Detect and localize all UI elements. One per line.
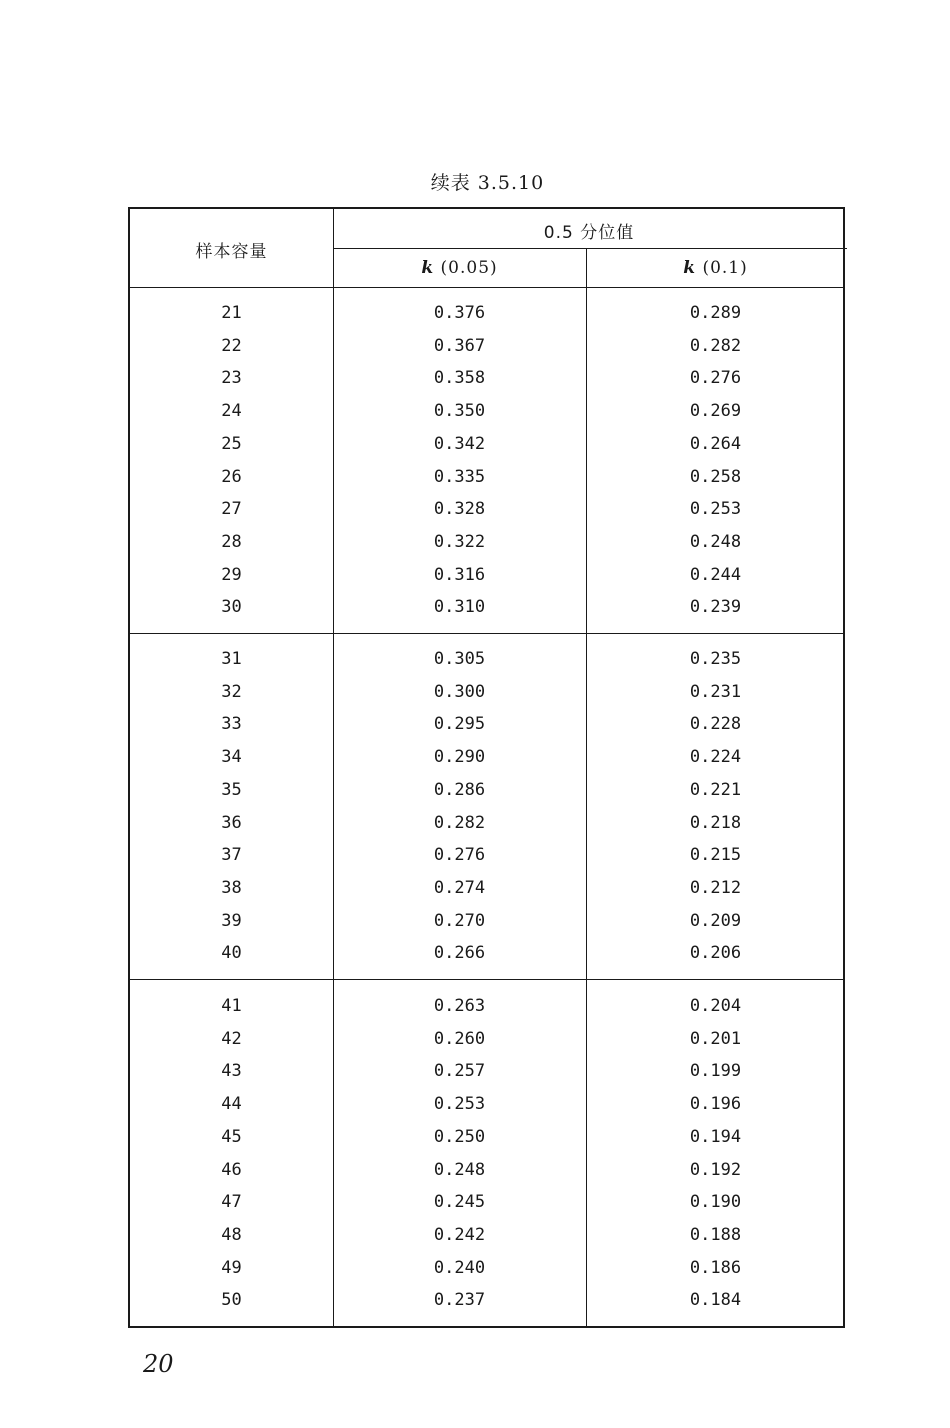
cell-sample-size: 37 <box>221 845 242 866</box>
cell-k-005: 0.290 <box>433 747 486 768</box>
cell-k-01: 0.269 <box>689 401 742 422</box>
cell-k-005: 0.237 <box>433 1290 486 1311</box>
table-row <box>130 428 847 461</box>
cell-k-005: 0.286 <box>433 779 486 800</box>
cell-k-01: 0.192 <box>689 1159 742 1180</box>
cell-k-005: 0.270 <box>433 910 486 931</box>
cell-sample-size: 45 <box>221 1126 242 1147</box>
cell-k-01: 0.221 <box>689 779 742 800</box>
cell-sample-size: 27 <box>221 499 242 520</box>
cell-k-01: 0.188 <box>689 1224 742 1245</box>
cell-sample-size: 24 <box>221 401 242 422</box>
cell-k-01: 0.212 <box>689 877 742 898</box>
cell-sample-size: 46 <box>221 1159 242 1180</box>
header-quantile: 0.5 分位值 <box>543 223 635 243</box>
cell-sample-size: 41 <box>221 996 242 1016</box>
cell-sample-size: 31 <box>221 649 242 669</box>
table-row <box>130 493 847 526</box>
data-table <box>128 207 845 1328</box>
cell-sample-size: 47 <box>221 1192 242 1213</box>
cell-k-01: 0.201 <box>689 1028 742 1049</box>
cell-k-01: 0.204 <box>689 996 742 1016</box>
cell-k-01: 0.224 <box>689 747 742 768</box>
cell-sample-size: 50 <box>221 1290 242 1311</box>
table-row <box>130 395 847 428</box>
header-k-005-param: (0.05) <box>440 258 498 278</box>
cell-k-005: 0.248 <box>433 1159 486 1180</box>
cell-k-005: 0.266 <box>433 943 486 964</box>
cell-k-01: 0.231 <box>689 681 742 702</box>
cell-k-01: 0.218 <box>689 812 742 833</box>
table-row <box>130 330 847 363</box>
table-row <box>130 807 847 840</box>
table-row <box>130 1055 847 1088</box>
cell-k-01: 0.209 <box>689 910 742 931</box>
cell-k-005: 0.350 <box>433 401 486 422</box>
cell-k-005: 0.260 <box>433 1028 486 1049</box>
cell-k-01: 0.235 <box>689 649 742 669</box>
cell-k-005: 0.274 <box>433 877 486 898</box>
cell-sample-size: 28 <box>221 531 242 552</box>
table-row <box>130 839 847 872</box>
cell-k-01: 0.258 <box>689 466 742 487</box>
cell-k-01: 0.199 <box>689 1061 742 1082</box>
table-row <box>130 1023 847 1056</box>
table-row <box>130 591 847 624</box>
table-row <box>130 559 847 592</box>
cell-sample-size: 35 <box>221 779 242 800</box>
cell-k-01: 0.190 <box>689 1192 742 1213</box>
cell-k-005: 0.342 <box>433 433 486 454</box>
cell-sample-size: 34 <box>221 747 242 768</box>
cell-sample-size: 29 <box>221 564 242 585</box>
cell-sample-size: 38 <box>221 877 242 898</box>
cell-sample-size: 40 <box>221 943 242 964</box>
table-row <box>130 526 847 559</box>
cell-k-01: 0.282 <box>689 335 742 356</box>
table-row <box>130 990 847 1023</box>
cell-k-005: 0.305 <box>433 649 486 669</box>
group-divider <box>130 979 845 980</box>
table-row <box>130 872 847 905</box>
cell-k-01: 0.228 <box>689 714 742 735</box>
cell-k-005: 0.376 <box>433 303 486 323</box>
cell-sample-size: 42 <box>221 1028 242 1049</box>
cell-sample-size: 23 <box>221 368 242 389</box>
header-bottom-line <box>130 287 845 288</box>
k-symbol: k <box>421 258 435 278</box>
cell-sample-size: 30 <box>221 597 242 618</box>
cell-sample-size: 26 <box>221 466 242 487</box>
table-row <box>130 937 847 970</box>
table-row <box>130 1154 847 1187</box>
table-row <box>130 461 847 494</box>
cell-k-005: 0.322 <box>433 531 486 552</box>
cell-k-01: 0.215 <box>689 845 742 866</box>
table-row <box>130 1088 847 1121</box>
table-row <box>130 676 847 709</box>
cell-k-005: 0.257 <box>433 1061 486 1082</box>
table-row <box>130 297 847 330</box>
table-row <box>130 643 847 676</box>
page-number: 20 <box>143 1350 174 1378</box>
cell-k-005: 0.300 <box>433 681 486 702</box>
cell-k-005: 0.242 <box>433 1224 486 1245</box>
cell-k-005: 0.335 <box>433 466 486 487</box>
cell-sample-size: 32 <box>221 681 242 702</box>
header-k-01-param: (0.1) <box>702 258 748 278</box>
group-divider <box>130 633 845 634</box>
cell-k-005: 0.358 <box>433 368 486 389</box>
cell-sample-size: 22 <box>221 335 242 356</box>
cell-k-005: 0.295 <box>433 714 486 735</box>
cell-k-005: 0.310 <box>433 597 486 618</box>
cell-k-005: 0.282 <box>433 812 486 833</box>
cell-k-01: 0.253 <box>689 499 742 520</box>
cell-k-01: 0.186 <box>689 1257 742 1278</box>
cell-k-01: 0.289 <box>689 303 742 323</box>
table-row <box>130 362 847 395</box>
header-k-01 <box>586 258 845 278</box>
cell-k-005: 0.250 <box>433 1126 486 1147</box>
cell-sample-size: 49 <box>221 1257 242 1278</box>
table-caption: 续表 3.5.10 <box>430 172 545 194</box>
cell-k-01: 0.194 <box>689 1126 742 1147</box>
cell-k-01: 0.184 <box>689 1290 742 1311</box>
cell-k-01: 0.239 <box>689 597 742 618</box>
cell-sample-size: 44 <box>221 1094 242 1115</box>
cell-sample-size: 43 <box>221 1061 242 1082</box>
table-row <box>130 1219 847 1252</box>
cell-k-01: 0.244 <box>689 564 742 585</box>
cell-k-005: 0.367 <box>433 335 486 356</box>
header-sample-size: 样本容量 <box>195 242 268 262</box>
k-symbol: k <box>683 258 697 278</box>
cell-k-005: 0.240 <box>433 1257 486 1278</box>
cell-k-005: 0.276 <box>433 845 486 866</box>
cell-sample-size: 48 <box>221 1224 242 1245</box>
cell-k-005: 0.316 <box>433 564 486 585</box>
table-row <box>130 1121 847 1154</box>
cell-sample-size: 33 <box>221 714 242 735</box>
cell-sample-size: 36 <box>221 812 242 833</box>
cell-sample-size: 39 <box>221 910 242 931</box>
table-row <box>130 1252 847 1285</box>
cell-k-01: 0.264 <box>689 433 742 454</box>
cell-sample-size: 25 <box>221 433 242 454</box>
cell-k-005: 0.263 <box>433 996 486 1016</box>
table-row <box>130 1284 847 1317</box>
cell-k-01: 0.196 <box>689 1094 742 1115</box>
cell-sample-size: 21 <box>221 303 242 323</box>
cell-k-01: 0.206 <box>689 943 742 964</box>
header-divider <box>333 248 847 249</box>
cell-k-01: 0.276 <box>689 368 742 389</box>
table-row <box>130 708 847 741</box>
cell-k-005: 0.253 <box>433 1094 486 1115</box>
cell-k-005: 0.328 <box>433 499 486 520</box>
cell-k-01: 0.248 <box>689 531 742 552</box>
table-row <box>130 741 847 774</box>
table-row <box>130 1186 847 1219</box>
cell-k-005: 0.245 <box>433 1192 486 1213</box>
table-row <box>130 905 847 938</box>
table-row <box>130 774 847 807</box>
header-k-005 <box>333 258 586 278</box>
